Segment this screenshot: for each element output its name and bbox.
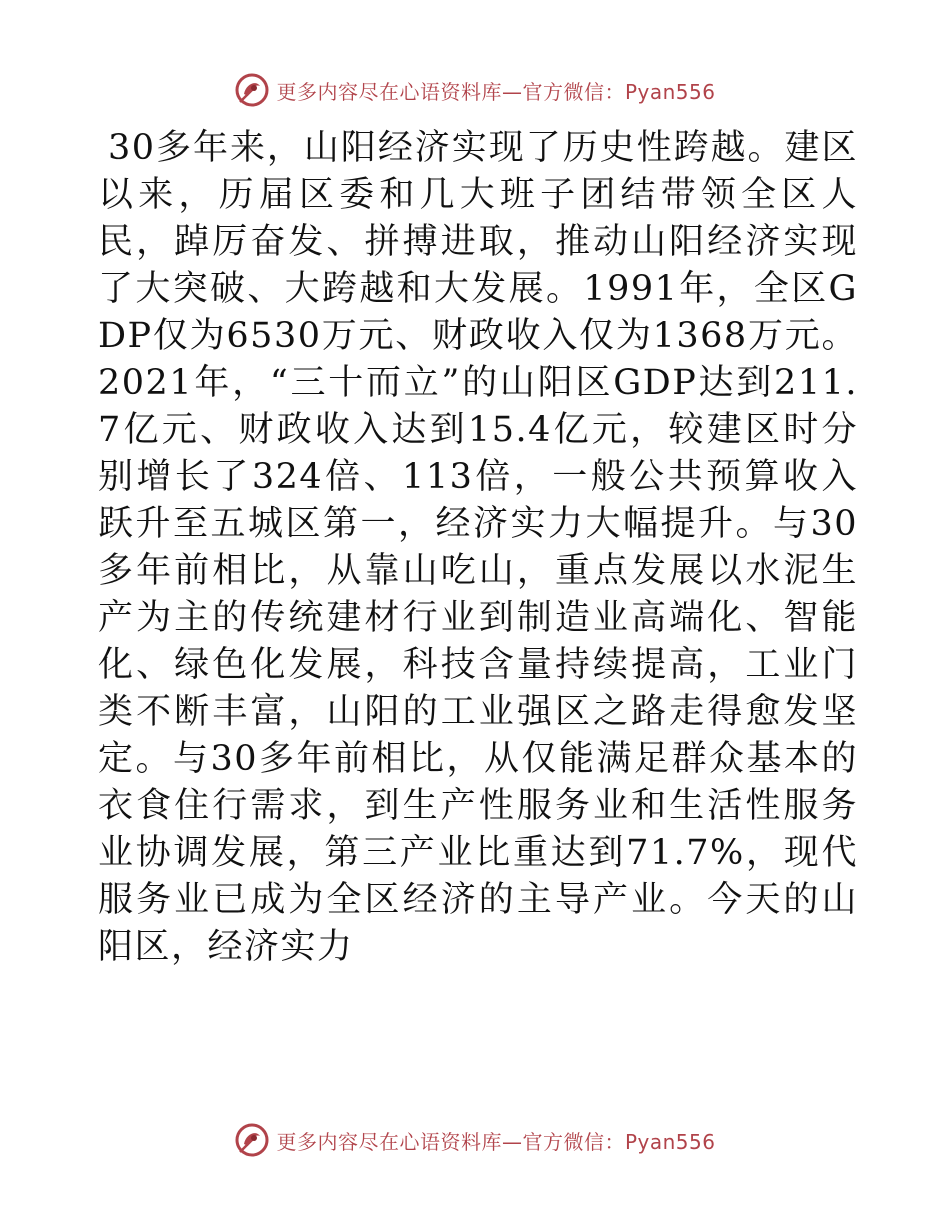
body-paragraph: 30多年来，山阳经济实现了历史性跨越。建区以来，历届区委和几大班子团结带领全区人民，踔厉奋发、拼搏进取，推动山阳经济实现了大突破、大跨越和大发展。1991年，全区GDP仅为6530万元、财政收入仅为1368万元。2021年，“三十而立”的山阳区GDP达到211.7亿元、财政收入达到15.4亿元，较建区时分别增长了324倍、113倍，一般公共预算收入跃升至五城区第一，经济实力大幅提升。与30多年前相比，从靠山吃山，重点发展以水泥生产为主的传统建材行业到制造业高端化、智能化、绿色化发展，科技含量持续提高，工业门类不断丰富，山阳的工业强区之路走得愈发坚定。与30多年前相比，从仅能满足群众基本的衣食住行需求，到生产性服务业和生活性服务业协调发展，第三产业比重达到71.7%，现代服务业已成为全区经济的主导产业。今天的山阳区，经济实力 — [98, 128, 858, 967]
footer-banner — [0, 1120, 950, 1160]
header-banner — [0, 70, 950, 110]
rose-logo-icon — [234, 72, 270, 108]
banner-text: 更多内容尽在心语资料库—官方微信：Pyan556 — [276, 79, 716, 104]
rose-logo-icon — [234, 1122, 270, 1158]
banner-text: 更多内容尽在心语资料库—官方微信：Pyan556 — [276, 1129, 716, 1154]
